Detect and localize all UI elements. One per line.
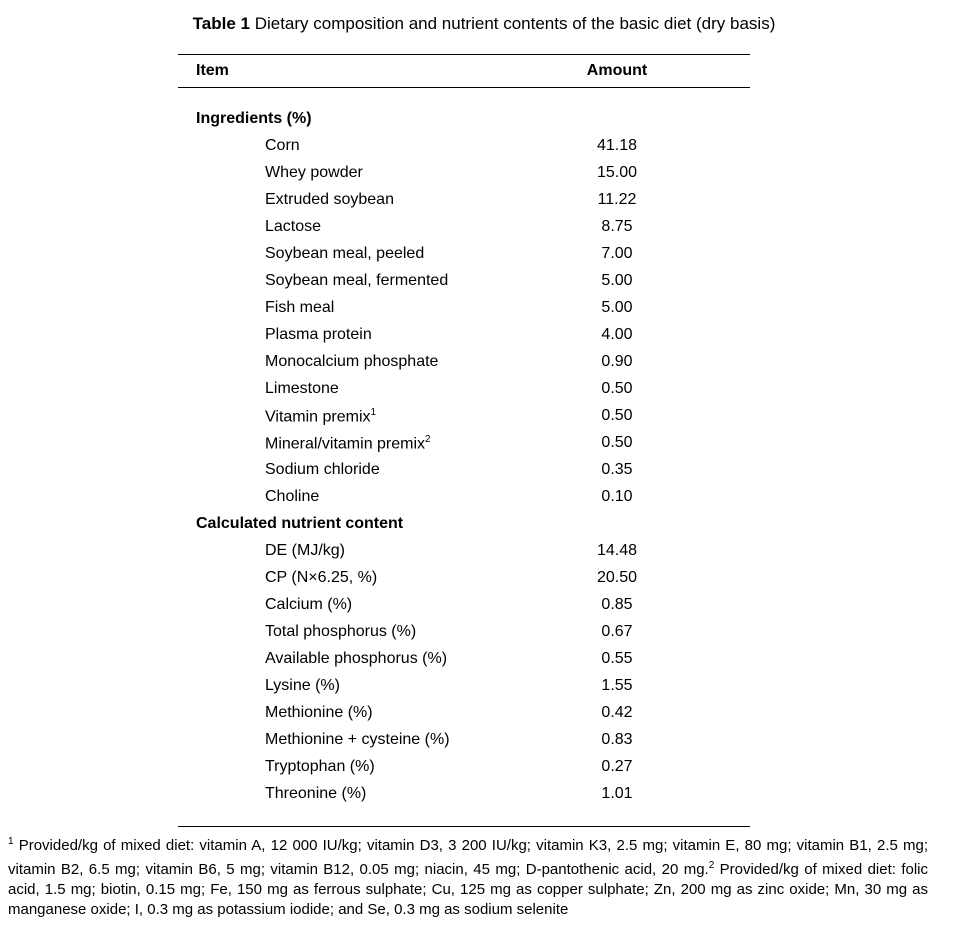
row-label-text: Total phosphorus (%) bbox=[265, 623, 417, 640]
row-label-text: Lactose bbox=[265, 218, 322, 235]
row-value: 7.00 bbox=[601, 245, 633, 262]
row-value: 0.35 bbox=[601, 461, 633, 478]
row-label-text: Lysine (%) bbox=[265, 677, 340, 694]
row-label-text: DE (MJ/kg) bbox=[265, 542, 345, 559]
header-amount: Amount bbox=[586, 62, 648, 79]
row-value: 0.90 bbox=[601, 353, 633, 370]
row-label bbox=[265, 353, 438, 371]
row-label bbox=[265, 137, 300, 155]
table-row bbox=[0, 380, 955, 407]
row-label bbox=[265, 758, 375, 776]
row-label-text: Methionine (%) bbox=[265, 704, 373, 721]
row-label bbox=[265, 272, 448, 290]
row-label-text: Fish meal bbox=[265, 299, 335, 316]
footnote-text: Provided/kg of mixed diet: folic acid, 1.5 mg; biotin, 0.15 mg; Fe, 150 mg as ferrous sulphate; Cu, 125 mg as copper sulphate; Zn, 200 mg as zinc oxide; Mn, 30 mg as manganese oxide; I, 0.3 mg as potassium iodide; and Se, 0.3 mg as sodium selenite bbox=[8, 861, 928, 918]
row-label bbox=[265, 731, 450, 749]
row-label bbox=[265, 677, 340, 695]
row-value: 0.67 bbox=[601, 623, 633, 640]
table-row bbox=[0, 272, 955, 299]
row-label bbox=[265, 434, 431, 453]
row-value: 0.50 bbox=[601, 380, 633, 397]
table-row bbox=[0, 704, 955, 731]
row-label-text: Plasma protein bbox=[265, 326, 372, 343]
row-label bbox=[265, 461, 380, 479]
row-label-text: Limestone bbox=[265, 380, 339, 397]
row-value: 14.48 bbox=[596, 542, 638, 559]
row-label bbox=[265, 785, 366, 803]
table-row bbox=[0, 731, 955, 758]
footnotes bbox=[8, 832, 928, 920]
section-heading: Ingredients (%) bbox=[196, 110, 312, 127]
table-row bbox=[0, 299, 955, 326]
row-value: 0.42 bbox=[601, 704, 633, 721]
table-row bbox=[0, 542, 955, 569]
table-row bbox=[0, 326, 955, 353]
table-row bbox=[0, 137, 955, 164]
row-label-text: Vitamin premix bbox=[265, 408, 371, 426]
row-value: 11.22 bbox=[597, 191, 637, 208]
header-item: Item bbox=[196, 62, 229, 79]
row-label-text: Threonine (%) bbox=[265, 785, 367, 802]
table-row bbox=[0, 488, 955, 515]
table-row bbox=[0, 596, 955, 623]
table-row bbox=[0, 191, 955, 218]
row-label-text: Calcium (%) bbox=[265, 596, 353, 613]
table-row bbox=[0, 434, 955, 461]
row-label bbox=[265, 191, 394, 209]
row-label bbox=[265, 218, 321, 236]
row-label bbox=[265, 299, 334, 317]
row-value: 1.01 bbox=[601, 785, 633, 802]
row-label-text: Choline bbox=[265, 488, 320, 505]
table-row bbox=[0, 218, 955, 245]
row-label-text: Sodium chloride bbox=[265, 461, 380, 478]
row-label bbox=[265, 704, 373, 722]
table-row bbox=[0, 407, 955, 434]
table-row bbox=[0, 650, 955, 677]
row-value: 0.85 bbox=[601, 596, 633, 613]
row-label bbox=[265, 488, 319, 506]
footnote-text: Provided/kg of mixed diet: vitamin A, 12 000 IU/kg; vitamin D3, 3 200 IU/kg; vitamin K3, 2.5 mg; vitamin E, 80 mg; vitamin B1, 2.5 mg; vitamin B2, 6.5 mg; vitamin B6, 5 mg; vitamin B12, 0.05 mg; niacin, 45 mg; D-pantothenic acid, 20 mg. bbox=[8, 837, 928, 878]
section-heading: Calculated nutrient content bbox=[196, 515, 404, 532]
row-label bbox=[265, 623, 416, 641]
top-rule bbox=[178, 54, 750, 55]
row-value: 0.10 bbox=[601, 488, 633, 505]
row-value: 41.18 bbox=[596, 137, 638, 154]
bottom-rule bbox=[178, 826, 750, 827]
table-row bbox=[0, 245, 955, 272]
table-row bbox=[0, 623, 955, 650]
footnote-mark: 1 bbox=[8, 836, 14, 847]
row-value: 20.50 bbox=[596, 569, 638, 586]
table-row bbox=[0, 569, 955, 596]
footnote-mark: 2 bbox=[708, 860, 715, 871]
row-label-text: Corn bbox=[265, 137, 300, 154]
row-label-text: Extruded soybean bbox=[265, 191, 394, 208]
row-label-text: Whey powder bbox=[265, 164, 363, 181]
footnote-ref: 1 bbox=[370, 407, 377, 418]
row-label bbox=[265, 569, 377, 587]
row-value: 5.00 bbox=[601, 299, 633, 316]
row-label-text: Soybean meal, fermented bbox=[265, 272, 449, 289]
row-label-text: CP (N×6.25, %) bbox=[265, 569, 378, 586]
row-label-text: Mineral/vitamin premix bbox=[265, 435, 426, 453]
row-label-text: Soybean meal, peeled bbox=[265, 245, 425, 262]
row-label bbox=[265, 542, 345, 560]
row-value: 8.75 bbox=[601, 218, 633, 235]
row-label bbox=[265, 245, 424, 263]
row-label bbox=[265, 380, 339, 398]
row-label bbox=[265, 650, 447, 668]
row-value: 1.55 bbox=[601, 677, 633, 694]
row-value: 0.50 bbox=[601, 407, 633, 424]
row-label bbox=[265, 407, 376, 426]
row-value: 0.83 bbox=[601, 731, 633, 748]
row-value: 5.00 bbox=[601, 272, 633, 289]
table-title bbox=[0, 14, 955, 34]
row-label bbox=[265, 326, 372, 344]
row-value: 0.27 bbox=[601, 758, 633, 775]
row-label-text: Available phosphorus (%) bbox=[265, 650, 448, 667]
row-label bbox=[265, 596, 352, 614]
row-value: 0.50 bbox=[601, 434, 633, 451]
row-value: 4.00 bbox=[601, 326, 633, 343]
row-value: 15.00 bbox=[596, 164, 638, 181]
table-row bbox=[0, 164, 955, 191]
table-row bbox=[0, 758, 955, 785]
table-caption: Dietary composition and nutrient contents of the basic diet (dry basis) bbox=[254, 14, 776, 33]
header-rule bbox=[178, 87, 750, 88]
table-row bbox=[0, 461, 955, 488]
row-label-text: Tryptophan (%) bbox=[265, 758, 375, 775]
footnote-ref: 2 bbox=[425, 434, 431, 445]
row-value: 0.55 bbox=[601, 650, 633, 667]
table-label: Table 1 bbox=[192, 14, 250, 33]
row-label-text: Methionine + cysteine (%) bbox=[265, 731, 450, 748]
table-row bbox=[0, 785, 955, 812]
row-label bbox=[265, 164, 363, 182]
table-row bbox=[0, 677, 955, 704]
table-row bbox=[0, 353, 955, 380]
row-label-text: Monocalcium phosphate bbox=[265, 353, 439, 370]
